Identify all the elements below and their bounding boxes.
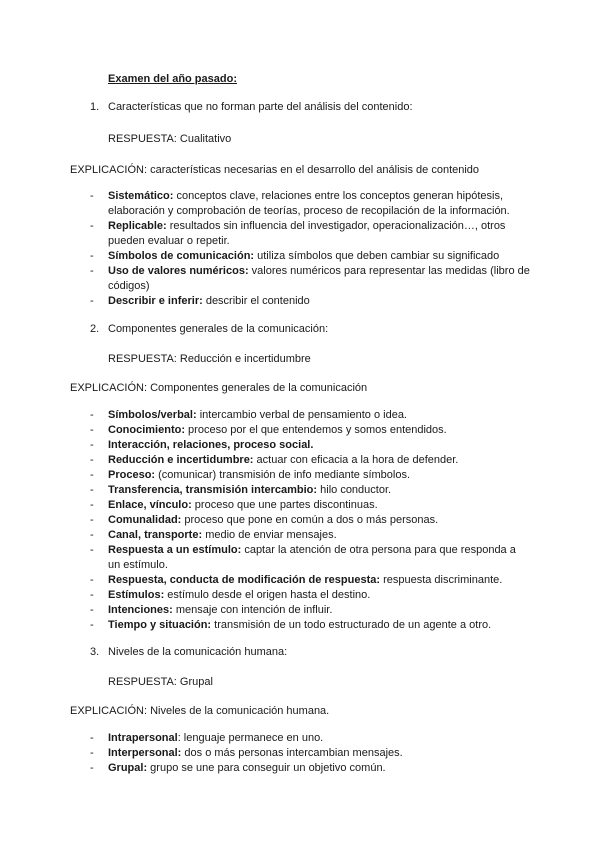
list-item: - Intenciones: mensaje con intención de influir.	[90, 604, 333, 616]
item-term: Respuesta a un estímulo:	[108, 544, 242, 556]
list-item: - Enlace, vínculo: proceso que une partes discontinuas.	[90, 499, 378, 511]
item-term: Enlace, vínculo:	[108, 499, 192, 511]
item-desc: actuar con eficacia a la hora de defender.	[253, 454, 459, 466]
explanation-2: EXPLICACIÓN: Componentes generales de la comunicación	[70, 382, 368, 394]
item-desc: utiliza símbolos que deben cambiar su significado	[254, 250, 500, 262]
question-1	[90, 100, 413, 115]
list-item: - Uso de valores numéricos: valores numéricos para representar las medidas (libro de códigos)	[90, 265, 530, 292]
item-desc: : lenguaje permanece en uno.	[177, 732, 324, 744]
item-term: Estímulos:	[108, 589, 165, 601]
list-item: - Canal, transporte: medio de enviar mensajes.	[90, 529, 337, 541]
list-item: - Replicable: resultados sin influencia del investigador, operacionalización…, otros pueden evaluar o repetir.	[90, 220, 506, 247]
list-item: - Proceso: (comunicar) transmisión de info mediante símbolos.	[90, 469, 411, 481]
item-term: Interpersonal:	[108, 747, 182, 759]
list-item: - Símbolos de comunicación: utiliza símbolos que deben cambiar su significado	[90, 250, 500, 262]
item-desc: conceptos clave, relaciones entre los conceptos generan hipótesis, elaboración y comprobación de teorías, proceso de recopilación de la información.	[108, 190, 510, 217]
item-desc: resultados sin influencia del investigador, operacionalización…, otros pueden evaluar o repetir.	[108, 220, 506, 247]
item-term: Transferencia, transmisión intercambio:	[108, 484, 318, 496]
item-desc: estímulo desde el origen hasta el destino.	[164, 589, 371, 601]
question-number: 2.	[90, 323, 100, 335]
list-item: - Estímulos: estímulo desde el origen hasta el destino.	[90, 589, 371, 601]
explanation-list-3	[90, 731, 530, 776]
item-desc: proceso que pone en común a dos o más personas.	[181, 514, 439, 526]
list-item: - Símbolos/verbal: intercambio verbal de pensamiento o idea.	[90, 409, 407, 421]
item-desc: captar la atención de otra persona para que responda a un estímulo.	[108, 544, 516, 571]
item-desc: proceso por el que entendemos y somos entendidos.	[185, 424, 447, 436]
question-text: Características que no forman parte del análisis del contenido:	[108, 101, 413, 113]
answer-1: RESPUESTA: Cualitativo	[108, 133, 232, 145]
item-desc: (comunicar) transmisión de info mediante símbolos.	[155, 469, 411, 481]
explanation-3: EXPLICACIÓN: Niveles de la comunicación humana.	[70, 705, 330, 717]
item-term: Respuesta, conducta de modificación de respuesta:	[108, 574, 381, 586]
item-term: Símbolos/verbal:	[108, 409, 197, 421]
list-item: - Interpersonal: dos o más personas intercambian mensajes.	[90, 747, 403, 759]
item-desc: mensaje con intención de influir.	[172, 604, 333, 616]
item-desc: intercambio verbal de pensamiento o idea.	[196, 409, 407, 421]
item-desc: hilo conductor.	[317, 484, 392, 496]
list-item: - Conocimiento: proceso por el que entendemos y somos entendidos.	[90, 424, 447, 436]
page-title: Examen del año pasado:	[108, 73, 237, 85]
list-item: - Reducción e incertidumbre: actuar con eficacia a la hora de defender.	[90, 454, 459, 466]
item-desc: transmisión de un todo estructurado de un agente a otro.	[211, 619, 492, 631]
item-term: Tiempo y situación:	[108, 619, 212, 631]
question-number: 3.	[90, 646, 100, 658]
list-item: - Intrapersonal: lenguaje permanece en uno.	[90, 732, 324, 744]
list-item: - Interacción, relaciones, proceso social.	[90, 439, 314, 451]
list-item: - Transferencia, transmisión intercambio: hilo conductor.	[90, 484, 392, 496]
item-desc: respuesta discriminante.	[380, 574, 503, 586]
item-desc: dos o más personas intercambian mensajes.	[181, 747, 403, 759]
list-item: - Respuesta a un estímulo: captar la atención de otra persona para que responda a un estímulo.	[90, 544, 516, 571]
question-text: Niveles de la comunicación humana:	[108, 646, 288, 658]
item-term: Intrapersonal	[108, 732, 178, 744]
item-term: Replicable:	[108, 220, 167, 232]
item-term: Proceso:	[108, 469, 156, 481]
question-text: Componentes generales de la comunicación:	[108, 323, 329, 335]
item-term: Uso de valores numéricos:	[108, 265, 249, 277]
question-number: 1.	[90, 101, 100, 113]
explanation-1: EXPLICACIÓN: características necesarias en el desarrollo del análisis de contenido	[70, 164, 480, 176]
item-term: Grupal:	[108, 762, 148, 774]
list-item: - Describir e inferir: describir el contenido	[90, 295, 310, 307]
list-item: - Tiempo y situación: transmisión de un todo estructurado de un agente a otro.	[90, 619, 492, 631]
item-term: Comunalidad:	[108, 514, 182, 526]
item-desc: grupo se une para conseguir un objetivo común.	[147, 762, 386, 774]
explanation-list-2	[90, 408, 530, 633]
question-2	[90, 322, 328, 337]
item-term: Describir e inferir:	[108, 295, 203, 307]
answer-3: RESPUESTA: Grupal	[108, 676, 213, 688]
item-desc: describir el contenido	[202, 295, 310, 307]
item-term: Símbolos de comunicación:	[108, 250, 255, 262]
list-item: - Respuesta, conducta de modificación de respuesta: respuesta discriminante.	[90, 574, 503, 586]
item-desc: proceso que une partes discontinuas.	[191, 499, 378, 511]
item-desc: medio de enviar mensajes.	[202, 529, 337, 541]
item-term: Conocimiento:	[108, 424, 185, 436]
list-item: - Comunalidad: proceso que pone en común a dos o más personas.	[90, 514, 439, 526]
item-term: Canal, transporte:	[108, 529, 203, 541]
question-3	[90, 645, 287, 660]
item-term: Interacción, relaciones, proceso social.	[108, 439, 314, 451]
item-desc: valores numéricos para representar las medidas (libro de códigos)	[108, 265, 530, 292]
item-term: Reducción e incertidumbre:	[108, 454, 254, 466]
item-term: Sistemático:	[108, 190, 174, 202]
explanation-list-1	[90, 189, 530, 309]
list-item: - Sistemático: conceptos clave, relaciones entre los conceptos generan hipótesis, elaboración y comprobación de teorías, proceso de recopilación de la información.	[90, 190, 510, 217]
answer-2: RESPUESTA: Reducción e incertidumbre	[108, 353, 311, 365]
list-item: - Grupal: grupo se une para conseguir un objetivo común.	[90, 762, 386, 774]
item-term: Intenciones:	[108, 604, 173, 616]
